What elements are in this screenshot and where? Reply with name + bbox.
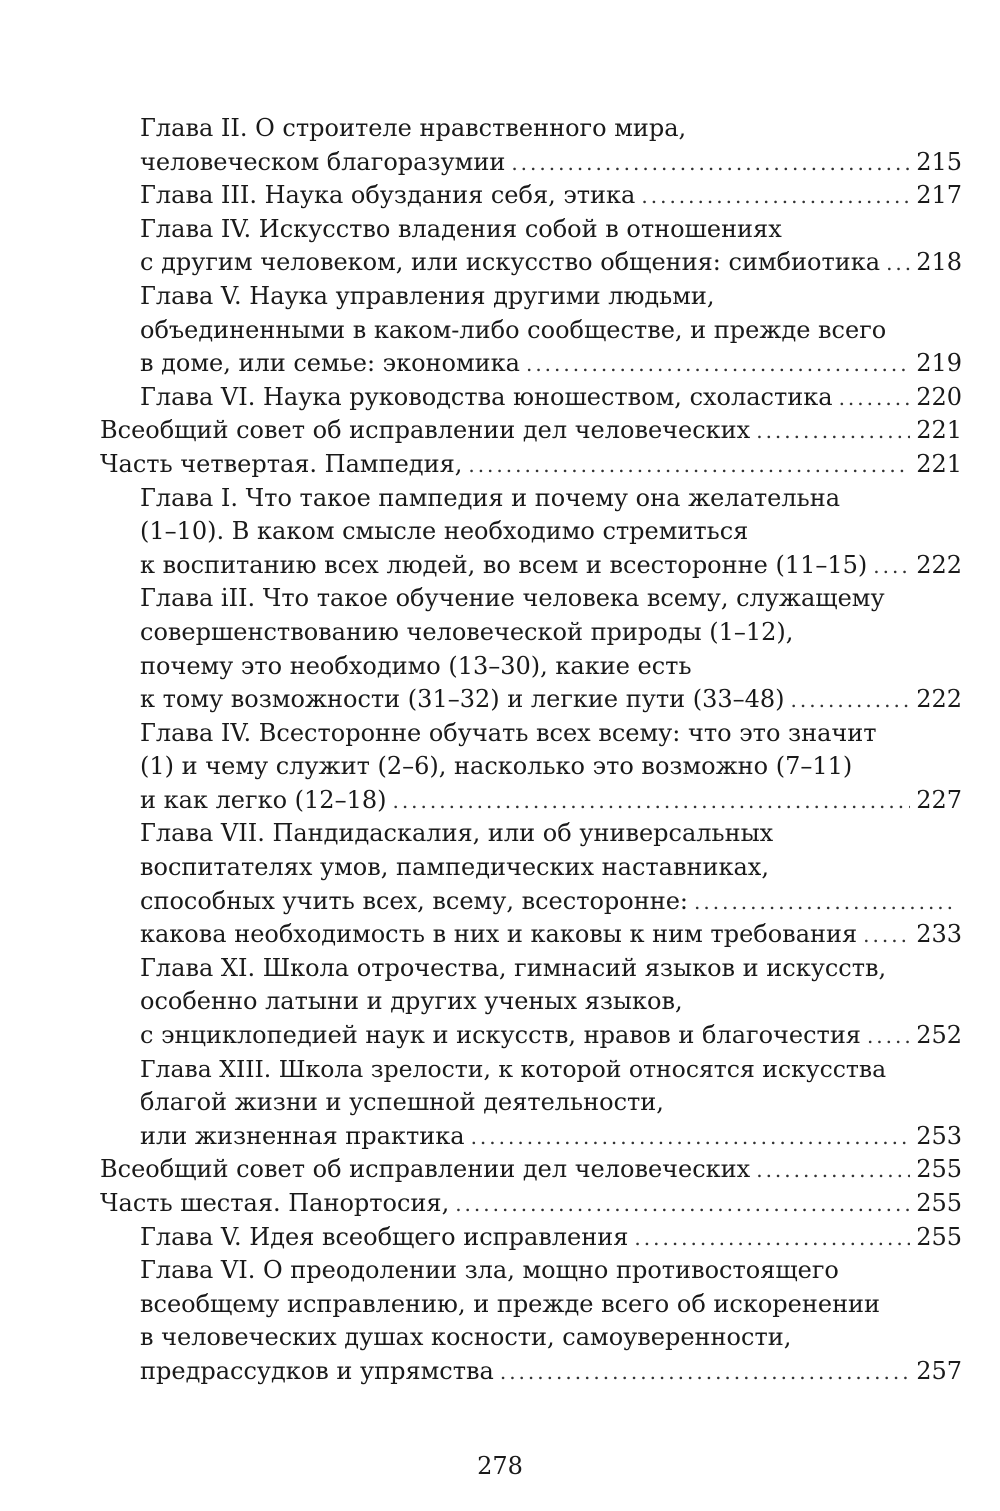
- dot-leader: [839, 382, 911, 416]
- toc-entry-text: к воспитанию всех людей, во всем и всесторонне (11–15): [140, 550, 868, 579]
- toc-entry-text: Глава XIII. Школа зрелости, к которой относятся искусства: [140, 1054, 887, 1083]
- toc-entry-text: с энциклопедией наук и искусств, нравов и благочестия: [140, 1021, 861, 1050]
- toc-page-number: 255: [916, 1189, 962, 1217]
- toc-entry-text: объединенными в каком-либо сообществе, и прежде всего: [140, 315, 887, 344]
- toc-entry-text: всеобщему исправлению, и прежде всего об искоренении: [140, 1289, 881, 1318]
- toc-line: [100, 683, 962, 717]
- toc-line: [100, 750, 962, 784]
- table-of-contents: [100, 112, 962, 1389]
- toc-entry-text: Глава VI. Наука руководства юношеством, схоластика: [140, 382, 833, 411]
- toc-line: [100, 817, 962, 851]
- toc-entry-text: Всеобщий совет об исправлении дел человеческих: [100, 416, 751, 445]
- toc-page-number: 222: [916, 685, 962, 714]
- dot-leader: [867, 1020, 910, 1054]
- toc-line: [100, 549, 962, 583]
- toc-page-number: 227: [916, 785, 962, 814]
- toc-line: [100, 246, 962, 280]
- toc-entry-text: в человеческих душах косности, самоуверенности,: [140, 1323, 792, 1352]
- toc-line: [100, 1254, 962, 1288]
- toc-line: [100, 314, 962, 348]
- toc-entry-text: Глава V. Идея всеобщего исправления: [140, 1222, 629, 1251]
- dot-leader: [863, 919, 910, 953]
- toc-line: [100, 448, 962, 482]
- toc-entry-text: Глава I. Что такое пампедия и почему она желательна: [140, 483, 840, 512]
- toc-line: [100, 280, 962, 314]
- dot-leader: [886, 247, 910, 281]
- dot-leader: [500, 1356, 910, 1390]
- toc-line: [100, 179, 962, 213]
- toc-line: [100, 1187, 962, 1221]
- toc-entry-text: Глава IV. Искусство владения собой в отношениях: [140, 214, 782, 243]
- dot-leader: [791, 684, 911, 718]
- toc-entry-text: к тому возможности (31–32) и легкие пути (33–48): [140, 685, 785, 714]
- toc-page-number: 220: [916, 382, 962, 411]
- toc-line: [100, 146, 962, 180]
- toc-page-number: 217: [916, 181, 962, 210]
- toc-page-number: 218: [916, 248, 962, 277]
- toc-entry-text: Глава VI. О преодолении зла, мощно противостоящего: [140, 1256, 839, 1285]
- toc-line: [100, 582, 962, 616]
- toc-entry-text: или жизненная практика: [140, 1121, 465, 1150]
- toc-line: [100, 1221, 962, 1255]
- toc-entry-text: (1) и чему служит (2–6), насколько это возможно (7–11): [140, 752, 853, 781]
- toc-line: [100, 482, 962, 516]
- toc-page-number: 253: [916, 1121, 962, 1150]
- toc-entry-text: особенно латыни и других ученых языков,: [140, 987, 683, 1016]
- toc-line: [100, 213, 962, 247]
- toc-line: [100, 885, 962, 919]
- dot-leader: [511, 147, 910, 181]
- dot-leader: [694, 886, 956, 920]
- toc-line: [100, 414, 962, 448]
- toc-entry-text: Всеобщий совет об исправлении дел человеческих: [100, 1155, 751, 1184]
- toc-line: [100, 1120, 962, 1154]
- toc-entry-text: (1–10). В каком смысле необходимо стремиться: [140, 517, 749, 546]
- dot-leader: [468, 449, 910, 483]
- toc-entry-text: предрассудков и упрямства: [140, 1356, 494, 1385]
- dot-leader: [756, 415, 910, 449]
- toc-entry-text: Часть шестая. Панортосия,: [100, 1189, 450, 1217]
- toc-entry-text: какова необходимость в них и каковы к ним требования: [140, 920, 858, 949]
- toc-entry-text: Глава II. О строителе нравственного мира,: [140, 114, 687, 142]
- toc-line: [100, 1053, 962, 1087]
- toc-entry-text: Часть четвертая. Пампедия,: [100, 449, 463, 478]
- toc-entry-text: Глава IV. Всесторонне обучать всех всему: что это значит: [140, 718, 877, 747]
- page-number: 278: [477, 1452, 523, 1480]
- toc-line: [100, 918, 962, 952]
- toc-page-number: 222: [916, 550, 962, 579]
- toc-entry-text: почему это необходимо (13–30), какие есть: [140, 651, 692, 680]
- toc-line: [100, 1086, 962, 1120]
- toc-entry-text: способных учить всех, всему, всесторонне:: [140, 886, 689, 915]
- dot-leader: [526, 348, 910, 382]
- toc-line: [100, 515, 962, 549]
- dot-leader: [641, 180, 910, 214]
- toc-line: [100, 1321, 962, 1355]
- toc-entry-text: с другим человеком, или искусство общения: симбиотика: [140, 248, 881, 277]
- toc-line: [100, 717, 962, 751]
- toc-line: [100, 616, 962, 650]
- toc-entry-text: Глава VII. Пандидаскалия, или об универсальных: [140, 819, 774, 848]
- dot-leader: [873, 550, 910, 584]
- toc-line: [100, 1288, 962, 1322]
- toc-entry-text: совершенствованию человеческой природы (1–12),: [140, 617, 794, 646]
- toc-entry-text: благой жизни и успешной деятельности,: [140, 1088, 664, 1117]
- toc-line: [100, 985, 962, 1019]
- toc-line: [100, 347, 962, 381]
- toc-line: [100, 1153, 962, 1187]
- toc-page-number: 255: [916, 1222, 962, 1251]
- toc-line: [100, 1355, 962, 1389]
- toc-entry-text: и как легко (12–18): [140, 785, 387, 814]
- toc-entry-text: Глава V. Наука управления другими людьми,: [140, 281, 715, 310]
- toc-entry-text: Глава III. Наука обуздания себя, этика: [140, 181, 636, 210]
- toc-line: [100, 952, 962, 986]
- toc-page-number: 215: [916, 147, 962, 176]
- toc-line: [100, 1019, 962, 1053]
- toc-line: [100, 112, 962, 146]
- toc-line: [100, 851, 962, 885]
- dot-leader: [455, 1188, 910, 1222]
- toc-entry-text: Глава iII. Что такое обучение человека всему, служащему: [140, 584, 885, 613]
- dot-leader: [756, 1154, 910, 1188]
- toc-page-number: 219: [916, 349, 962, 378]
- toc-entry-text: в доме, или семье: экономика: [140, 349, 520, 378]
- toc-page-number: 221: [916, 449, 962, 478]
- toc-line: [100, 784, 962, 818]
- toc-entry-text: Глава XI. Школа отрочества, гимнасий языков и искусств,: [140, 953, 887, 982]
- toc-page-number: 221: [916, 416, 962, 445]
- dot-leader: [392, 785, 910, 819]
- toc-page-number: 255: [916, 1155, 962, 1184]
- dot-leader: [634, 1222, 910, 1256]
- toc-entry-text: человеческом благоразумии: [140, 147, 506, 176]
- dot-leader: [471, 1121, 911, 1155]
- toc-page-number: 252: [916, 1021, 962, 1050]
- toc-entry-text: воспитателях умов, пампедических наставниках,: [140, 853, 769, 882]
- toc-page-number: 257: [916, 1356, 962, 1385]
- toc-line: [100, 650, 962, 684]
- toc-line: [100, 381, 962, 415]
- toc-page-number: 233: [916, 920, 962, 949]
